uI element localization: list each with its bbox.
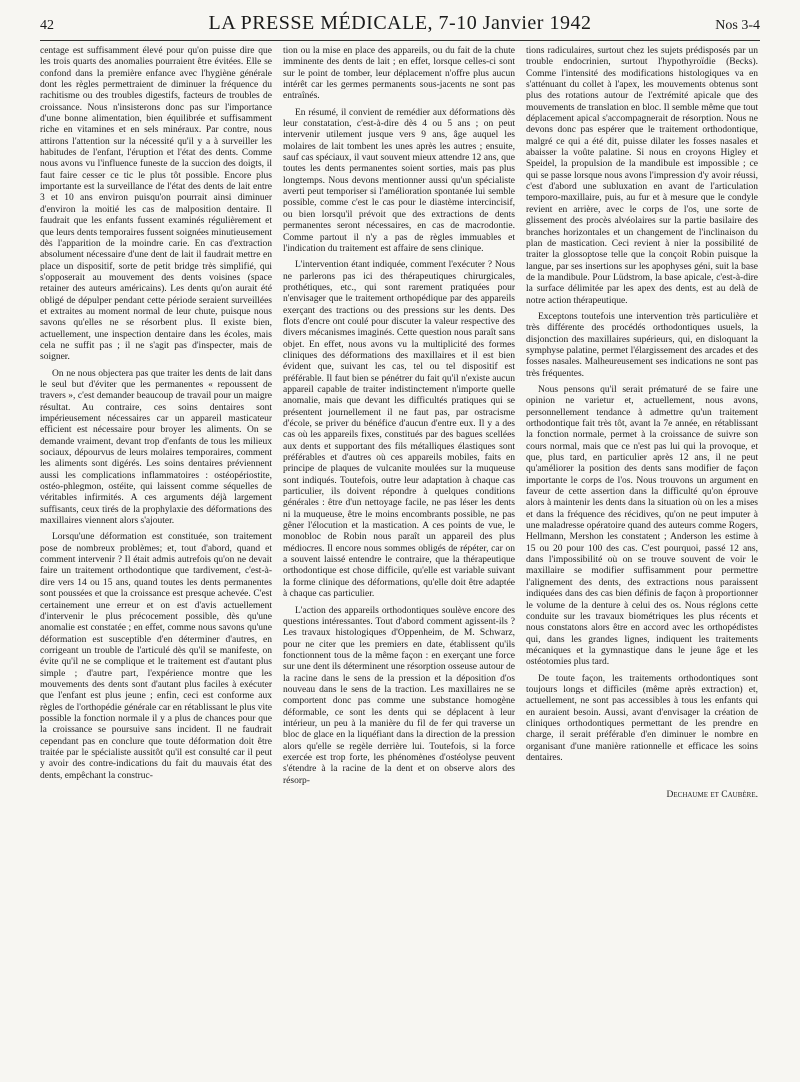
column-2 (283, 46, 515, 1056)
author-signature: Dechaume et Caubère. (666, 790, 758, 801)
paragraph: tion ou la mise en place des appareils, ou du fait de la chute imminente des dents de lait ; en effet, lorsque celles-ci sont sur le point de tomber, leur déplacement n'offre plus aucun intérêt car les germes permanents sous-jacents ne sont pas entraînés. (283, 46, 515, 102)
header-rule (40, 40, 760, 41)
paragraph: Lorsqu'une déformation est constituée, son traitement pose de nombreux problèmes; et, tout d'abord, quand et comment intervenir ? Il était admis autrefois qu'on ne devait faire un traitement orthodontique que tardivement, c'est-à-dire vers 14 ou 15 ans, quand toutes les dents permanentes sont poussées et que la croissance est presque achevée. C'est certainement une erreur et on est d'avis actuellement d'intervenir le plus précocement possible, dès qu'une anomalie est constatée ; en effet, comme nous savons qu'une déformation est susceptible d'en déterminer d'autres, en corrigeant un trouble de l'articulé dès qu'il se manifeste, on évite qu'il ne se complique et le traitement est d'autant plus simple ; d'autre part, l'expérience montre que les mouvements des dents sont d'autant plus faciles à exécuter que l'enfant est plus jeune ; enfin, ceci est conforme aux règles de l'orthopédie générale car en rétablissant le plus vite possible la fonction normale il y a plus de chances pour que la croissance se poursuive sans incident. Il ne faudrait cependant pas en conclure que toute déformation doit être traitée par le spécialiste aussitôt qu'il est consulté car il peut y avoir des contre-indications du fait du mauvais état des dents, empêchant la construc- (40, 532, 272, 781)
paragraph: L'action des appareils orthodontiques soulève encore des questions intéressantes. Tout d'abord comment agissent-ils ? Les travaux histologiques d'Oppenheim, de M. Schwarz, pour ne citer que les premiers en date, établissent qu'ils fonctionnent tous de la même façon : en exerçant une force sur une dent ils déterminent une résorption osseuse autour de la racine dans le sens de la pression et la déposition d'os nouveau dans le sens de la traction. Les maxillaires ne se comportent donc pas comme une substance homogène déformable, ce sont les dents qui se déplacent à leur intérieur, un peu à la manière du fil de fer qui traverse un bloc de glace en la liquéfiant dans la direction de la pression alors qu'elle se regèle derrière lui. Toutefois, si la force exercée est trop forte, les phénomènes d'ostéolyse peuvent s'étendre à la racine de la dent et on observe alors des résorp- (283, 605, 515, 786)
paragraph: tions radiculaires, surtout chez les sujets prédisposés par un trouble endocrinien, surtout l'hypothyroïdie (Becks). Comme l'intensité des modifications histologiques va en s'atténuant du collet à l'apex, les mouvements obtenus sont plus des rotations autour de l'extrémité apicale que des mouvements de translation en bloc. Il semble même que tout déplacement apical s'accompagnerait de résorption. Nous ne devons donc pas espérer que le traitement orthodontique, malgré ce qui a été dit, puisse dilater les fosses nasales et abaisser la voûte palatine. Si nous en croyons Higley et Speidel, la propulsion de la mandibule est impossible ; ce qui se passe lorsque nous avons l'impression d'y avoir réussi, c'est d'abord une subluxation en avant de l'articulation temporo-maxillaire, puis, au fur et à mesure que le condyle revient en arrière, avec le corps de l'os, une sorte de glissement des procès alvéolaires sur la partie basilaire des branches horizontales et un changement de l'inclinaison du plan de mastication. Ceci revient à nier la possibilité de traiter la glossoptose telle que la conçoit Robin puisque la langue, par ses insertions sur les apophyses géni, suit la base de la mandibule. Pour Lüdstrom, la base apicale, c'est-à-dire la surface délimitée par les apex des dents, est au delà de notre action thérapeutique. (526, 46, 758, 306)
paragraph: centage est suffisamment élevé pour qu'on puisse dire que les trois quarts des anomalies pourraient être évitées. Elle se confond dans la première enfance avec l'hygiène générale dont les règles permettraient de diminuer la fréquence du rachitisme ou des troubles digestifs, facteurs de troubles de croissance. Nous n'insisterons donc pas sur l'importance d'une bonne alimentation, bien équilibrée et suffisamment riche en vitamines et en sels minéraux. Par contre, nous attirons l'attention sur la nécessité qu'il y a à surveiller les habitudes de l'enfant, l'éruption et l'état des dents. Comme nous avons vu l'influence funeste de la succion des doigts, il faut faire cesser ce tic le plus tôt possible. Encore plus importante est la surveillance de l'état des dents de lait entre 3 et 10 ans environ puisqu'on pourrait ainsi diminuer d'environ la moitié les cas de malposition dentaire. Il faudrait que les enfants fussent examinés régulièrement et que leurs dents temporaires fussent soignées minutieusement dès l'apparition de la moindre carie. En cas d'extraction absolument nécessaire d'une dent de lait il faudrait mettre en place un dispositif, sorte de petit bridge très simplifié, qui s'opposerait au mouvement des dents voisines (space retainer des auteurs américains). Les dents qu'on aurait été obligé de dépulper pendant cette période seraient surveillées et extraites au moment normal de leur chute, puisque nous savons qu'elles ne se résorbent plus. Il existe bien, actuellement, une inspection dentaire dans les écoles, mais cela ne suffit pas ; il ne s'agit pas d'inspecter, mais de soigner. (40, 46, 272, 363)
masthead-title: LA PRESSE MÉDICALE, 7-10 Janvier 1942 (208, 12, 592, 34)
column-1 (40, 46, 272, 1056)
column-3 (526, 46, 758, 1056)
page-number: 42 (40, 18, 54, 33)
paragraph: Exceptons toutefois une intervention très particulière et très différente des procédés orthodontiques usuels, la disjonction des maxillaires supérieurs, qui, en disloquant la symphyse palatine, permet l'élargissement des arcades et des fosses nasales. Malheureusement ses indications ne sont pas très fréquentes. (526, 311, 758, 379)
paragraph: De toute façon, les traitements orthodontiques sont toujours longs et difficiles (même après extraction) et, actuellement, ne sont pas accessibles à tous les enfants qui en auraient besoin. Aussi, avant d'envisager la création de cliniques orthodontiques permettant de les prendre en charge, il serait préférable d'en diminuer le nombre en organisant d'une manière rationnelle et efficace les soins dentaires. (526, 673, 758, 763)
paragraph: L'intervention étant indiquée, comment l'exécuter ? Nous ne parlerons pas ici des thérapeutiques chirurgicales, prothétiques, etc., qui sont rarement pratiquées pour n'envisager que le traitement orthopédique par des appareils exerçant des tractions ou des pressions sur les dents. Des flots d'encre ont coulé pour discuter la valeur respective des divers mécanismes imaginés. Cette question nous paraît sans objet. En effet, nous avons vu la multiplicité des formes cliniques des déformations des maxillaires et il est bien évident que, suivant les cas, tel ou tel dispositif est préférable. Il faut bien se pénétrer du fait qu'il n'existe aucun appareil capable de traiter indistinctement n'importe quelle anomalie, mais que devant les difficultés pratiques qui se présentent journellement il ne faut pas, par ostracisme d'école, se priver du bénéfice d'aucun d'entre eux. Il y a des cas où les appareils fixes, constitués par des bagues scellées aux dents et supportant des fils métalliques élastiques sont préférables et d'autres où ces appareils mobiles, faits en principe de plaques de vulcanite moulées sur la muqueuse sont indiqués. Toutefois, outre leur adaptation à chaque cas particulier, ils doivent répondre à quelques conditions générales : être d'un nettoyage facile, ne pas léser les dents ni la muqueuse, être le moins encombrants possible, ne pas gêner l'élocution et la mastication. A ces points de vue, le monobloc de Robin nous paraît un appareil des plus médiocres. Il encore nous sommes obligés de répéter, car on a souvent laissé entendre le contraire, que la thérapeutique orthodontique est chose difficile, qu'elle est variable suivant la forme clinique des déformations, qu'elle doit être adaptée à chaque cas particulier. (283, 260, 515, 600)
paragraph: On ne nous objectera pas que traiter les dents de lait dans le seul but d'éviter que les permanentes « repoussent de travers », c'est demander beaucoup de travail pour un maigre résultat. Au contraire, ces soins dentaires sont impérieusement nécessaires car un appareil masticateur efficient est nécessaire pour broyer les aliments. On se demande vraiment, devant trop d'enfants de tous les milieux sociaux, dépourvus de leurs molaires temporaires, comment les aliments sont digérés. Les soins dentaires préviennent aussi les complications inflammatoires : ostéopériostite, ostéo-phlegmon, ostéite, qui laissent comme séquelles de véritables infirmités. A ces arguments déjà largement suffisants, ceux tirés de la prophylaxie des déformations des maxillaires viennent alors s'ajouter. (40, 368, 272, 527)
article-body (40, 46, 758, 1056)
paragraph: Nous pensons qu'il serait prématuré de se faire une opinion ne varietur et, actuellement, nous avons, personnellement tendance à admettre qu'un traitement orthodontique fait très tôt, avant la 7e année, en rétablissant la fonction normale, permet à la croissance de suivre son cours normal, mais que ce n'est pas lui qui la provoque, et que, plus tard, en particulier après 12 ans, il ne peut qu'améliorer la position des dents sans modifier de façon importante le corps de l'os. Nous trouvons un argument en faveur de cette assertion dans la difficulté qu'on éprouve alors à maintenir les dents dans la situation où on les a mises et dans la fréquence des récidives, qu'on ne peut imputer à une maladresse opératoire quand des auteurs comme Rogers, Hellmann, Mershon les constatent ; Anderson les estime à 15 ou 20 pour 100 des cas. C'est pourquoi, passé 12 ans, dans l'impossibilité où on se trouve souvent de voir le maxillaire se modifier suffisamment pour permettre l'alignement des dents, des extractions nous paraissent indiquées dans des cas bien définis de façon à proportionner le volume de la denture à celui des os. Nous réglons cette conduite sur les travaux biométriques les plus récents et nous constatons alors être en accord avec les orthopédistes qui, dans les grandes lignes, indiquent les traitements mécaniques et la gymnastique dans le jeune âge et les ostéotomies plus tard. (526, 384, 758, 668)
page-header (40, 12, 760, 38)
paragraph: En résumé, il convient de remédier aux déformations dès leur constatation, c'est-à-dire dès 4 ou 5 ans ; on peut intervenir utilement jusque vers 9 ans, âge auquel les molaires de lait tombent les unes après les autres ; ensuite, sauf cas spéciaux, il vaut souvent mieux attendre 12 ans, que toutes les dents permanentes soient sorties, mais pas plus longtemps. Nous devons mentionner aussi qu'un spécialiste averti peut temporiser si l'amélioration spontanée lui semble possible, comme c'est le cas pour le diastème intercincisif, ou bien lorsqu'il prévoit que des extractions de dents permanentes seront nécessaires, en cas de macrodontie. Comme partout il n'y a pas de règles immuables et l'indication du traitement est affaire de sens clinique. (283, 107, 515, 254)
issue-number: Nos 3-4 (715, 18, 760, 33)
